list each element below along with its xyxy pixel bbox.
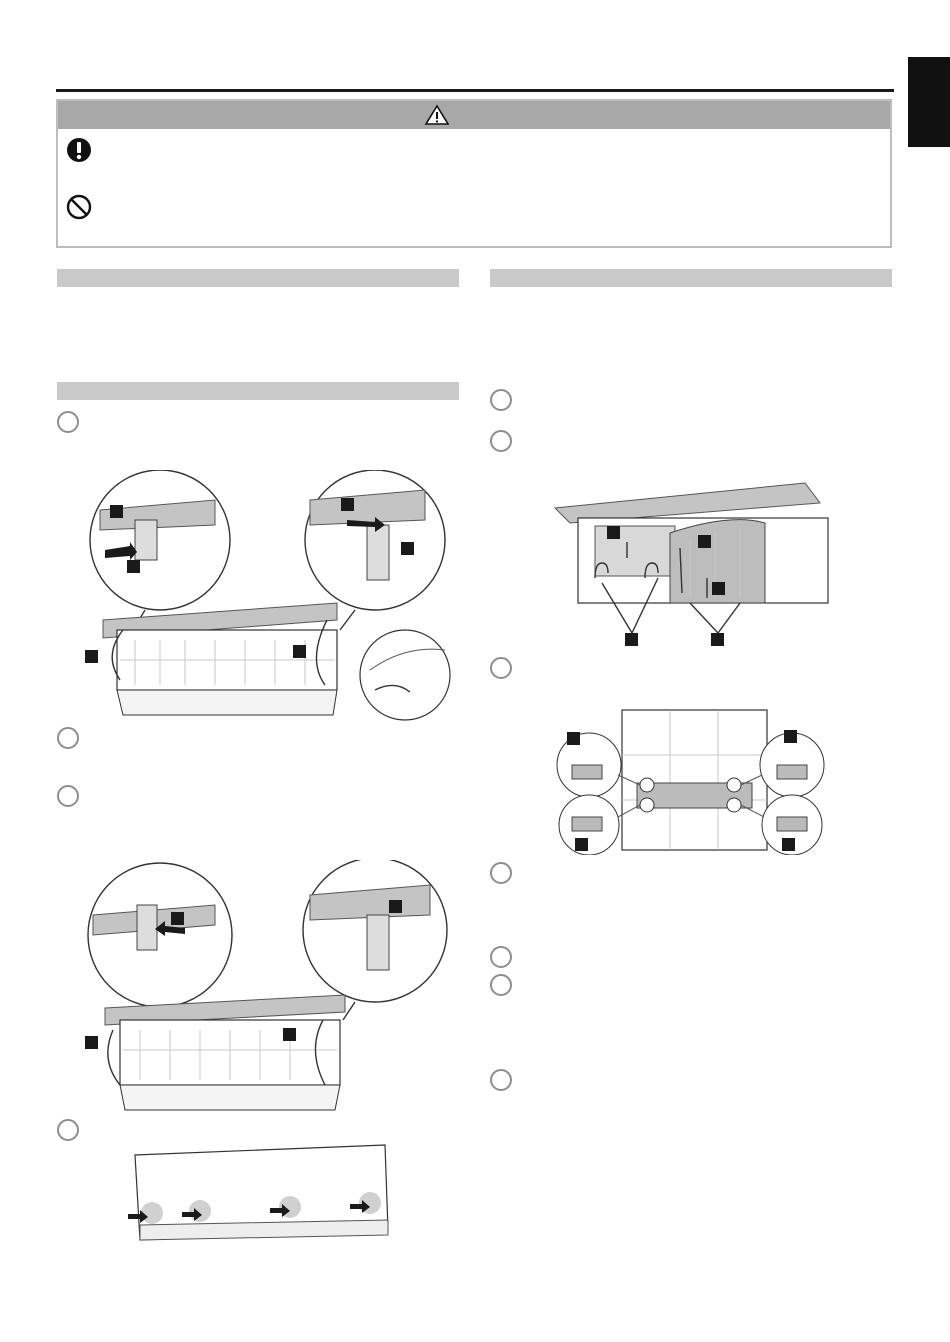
figure-press-panel [120,1140,395,1245]
figure-remove-filters [550,478,835,650]
exclamation-icon [66,137,92,163]
top-rule [56,89,894,92]
step-marker [57,411,79,433]
step-marker [57,785,79,807]
step-marker [490,974,512,996]
step-marker [490,389,512,411]
figure-close-panel [75,860,455,1115]
step-marker [490,430,512,452]
warning-header-bar [58,101,890,129]
warning-triangle-icon [424,104,450,126]
prohibited-icon [66,194,92,220]
step-marker [490,1069,512,1091]
step-marker [490,862,512,884]
section-header-left [57,269,459,287]
section-header-right [490,269,892,287]
language-tab [908,57,950,147]
figure-filter-attachments [552,705,830,855]
step-marker [490,946,512,968]
step-marker [490,657,512,679]
step-marker [57,1119,79,1141]
step-marker [57,727,79,749]
figure-open-panel [75,470,455,725]
subsection-header-left [57,382,459,400]
